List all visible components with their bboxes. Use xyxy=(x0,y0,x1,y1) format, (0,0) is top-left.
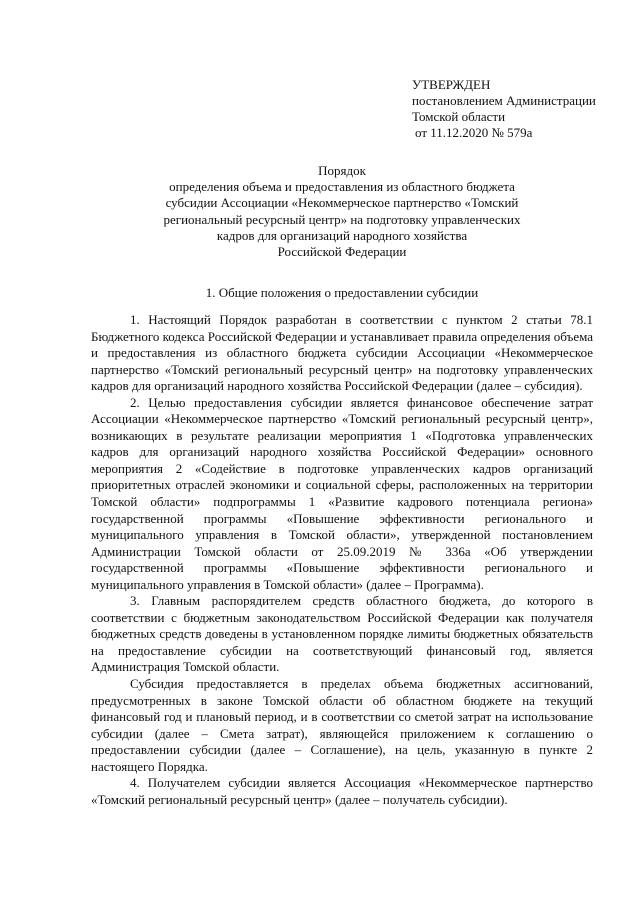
section-body xyxy=(91,312,593,808)
paragraph: 1. Настоящий Порядок разработан в соответствии с пунктом 2 статьи 78.1 Бюджетного кодекса Российской Федерации и устанавливает правила определения объема и предоставления из областного бюджета субсидии Ассоциации «Некоммерческое партнерство «Томский региональный ресурсный центр» на подготовку управленческих кадров для организаций народного хозяйства Российской Федерации (далее – субсидия). xyxy=(91,312,593,394)
document-title xyxy=(91,163,593,260)
title-line: субсидии Ассоциации «Некоммерческое партнерство «Томский xyxy=(165,195,519,211)
title-line: Российской Федерации xyxy=(277,244,407,260)
approval-authority: постановлением Администрации xyxy=(412,93,596,108)
approval-region: Томской области xyxy=(412,109,506,124)
title-line: определения объема и предоставления из областного бюджета xyxy=(169,179,515,195)
approval-stamp xyxy=(412,77,622,141)
title-line: кадров для организаций народного хозяйства xyxy=(216,227,468,243)
section-heading: 1. Общие положения о предоставлении субсидии xyxy=(205,285,479,300)
title-line: региональный ресурсный центр» на подготовку управленческих xyxy=(163,211,521,227)
paragraph: 4. Получателем субсидии является Ассоциация «Некоммерческое партнерство «Томский региональный ресурсный центр» (далее – получатель субсидии). xyxy=(91,775,593,807)
approval-status: УТВЕРЖДЕН xyxy=(412,77,491,92)
paragraph: 3. Главным распорядителем средств областного бюджета, до которого в соответствии с бюджетным законодательством Российской Федерации как получателя бюджетных средств доведены в установленном порядке лимиты бюджетных обязательств на предоставление субсидии на соответствующий финансовый год, является Администрация Томской области. xyxy=(91,593,593,675)
paragraph: 2. Целью предоставления субсидии является финансовое обеспечение затрат Ассоциации «Некоммерческое партнерство «Томский региональный ресурсный центр», возникающих в результате реализации мероприятия 1 «Подготовка управленческих кадров для организаций народного хозяйства Российской Федерации» основного мероприятия 2 «Содействие в подготовке управленческих кадров организаций приоритетных отраслей экономики и социальной сферы, расположенных на территории Томской области» подпрограммы 1 «Развитие кадрового потенциала региона» государственной программы «Повышение эффективности регионального и муниципального управления в Томской области», утвержденной постановлением Администрации Томской области от 25.09.2019 № 336а «Об утверждении государственной программы «Повышение эффективности регионального и муниципального управления в Томской области» (далее – Программа). xyxy=(91,394,593,592)
title-line: Порядок xyxy=(318,163,366,178)
approval-date-number: от 11.12.2020 № 579а xyxy=(415,125,533,140)
paragraph: Субсидия предоставляется в пределах объема бюджетных ассигнований, предусмотренных в законе Томской области об областном бюджете на текущий финансовый год и плановый период, и в соответствии со сметой затрат на использование субсидии (далее – Смета затрат), являющейся приложением к соглашению о предоставлении субсидии (далее – Соглашение), на цель, указанную в пункте 2 настоящего Порядка. xyxy=(91,676,593,774)
